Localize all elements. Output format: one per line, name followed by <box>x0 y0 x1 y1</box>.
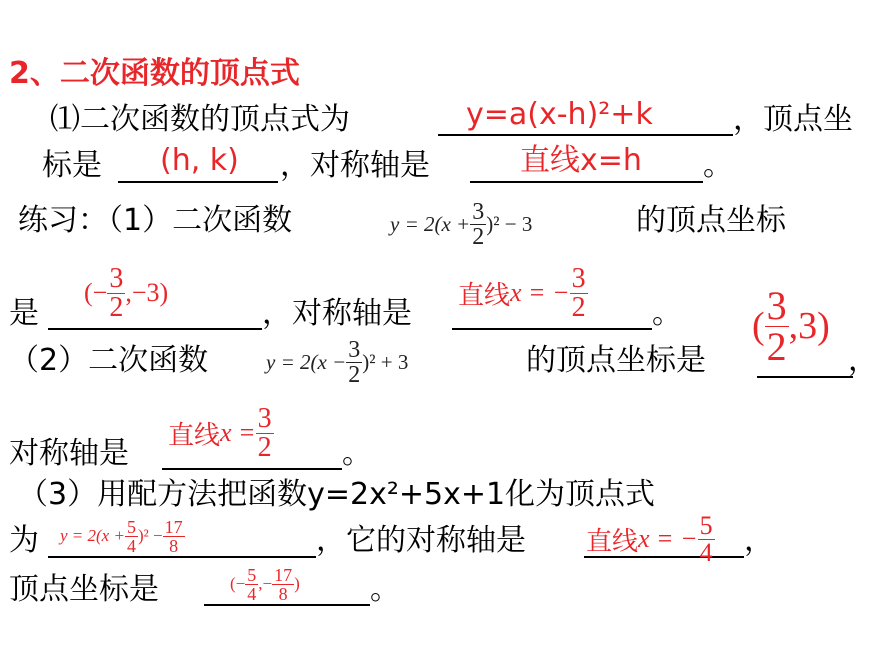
q2-answer-axis <box>168 394 274 472</box>
practice-line2-prefix: 是 <box>9 296 39 331</box>
item1-blank-form <box>438 134 733 136</box>
q3-axis-var: x = − <box>638 524 698 553</box>
q2-eq-fraction <box>346 338 362 387</box>
q3-form-den2: 8 <box>169 535 179 556</box>
q2-suffix: 的顶点坐标是 <box>526 343 706 378</box>
q3-form-lead: y = 2(x + <box>60 526 125 545</box>
q2-comma: ， <box>848 343 878 378</box>
q2-eq-lead: y = 2(x − <box>266 349 347 374</box>
practice-answer-vertex <box>84 254 168 332</box>
q3-vertex-close: ) <box>294 574 300 593</box>
q3-vertex-den2: 8 <box>278 583 288 604</box>
q3-line3-prefix: 顶点坐标是 <box>9 572 159 607</box>
q3-vertex-open: (− <box>230 574 246 593</box>
q3-line1: （3）用配方法把函数y=2x²+5x+1化为顶点式 <box>18 477 656 512</box>
q3-axis-den: 4 <box>699 537 713 567</box>
item1-answer-axis: 直线x=h <box>520 143 642 178</box>
q3-form-num2: 17 <box>164 516 183 537</box>
q3-axis-fraction <box>698 510 715 567</box>
practice-eq-den: 2 <box>472 223 485 250</box>
practice-vertex-num: 3 <box>109 262 124 294</box>
q2-line2-end: 。 <box>342 436 372 471</box>
practice-axis-num: 3 <box>571 262 586 294</box>
q3-line2-mid: ，它的对称轴是 <box>316 523 526 558</box>
item1-answer-vertex: (h, k) <box>160 143 239 178</box>
practice-vertex-close: ,−3) <box>125 278 169 307</box>
q3-answer-form <box>60 508 185 564</box>
q3-form-fraction2 <box>163 518 185 555</box>
q3-line3-end: 。 <box>370 572 400 607</box>
q2-axis-fraction <box>256 402 274 463</box>
practice-equation <box>390 194 532 254</box>
practice-eq-tail: )² − 3 <box>486 211 533 236</box>
q2-axis-num: 3 <box>257 402 272 434</box>
q2-axis-lead: 直线 <box>168 420 221 450</box>
q3-answer-axis <box>586 504 715 574</box>
q2-eq-den: 2 <box>348 361 361 388</box>
practice-eq-lead: y = 2(x + <box>390 211 471 236</box>
q3-vertex-sep: ,− <box>258 574 273 593</box>
q3-vertex-fraction2 <box>272 566 294 603</box>
item1-answer-form: y=a(x-h)²+k <box>466 97 653 132</box>
q2-axis-var: x = <box>220 418 256 447</box>
q2-eq-tail: )² + 3 <box>362 349 409 374</box>
q2-blank-vertex <box>757 376 853 378</box>
item1-mid: ，顶点坐 <box>733 102 853 137</box>
q2-equation <box>266 328 408 396</box>
practice-axis-var: x = − <box>510 278 570 307</box>
practice-axis-den: 2 <box>571 291 586 323</box>
practice-vertex-fraction <box>107 262 125 323</box>
q2-answer-vertex <box>752 276 830 376</box>
item1-blank-vertex <box>118 181 278 183</box>
q3-form-fraction1 <box>125 518 138 555</box>
q3-line2-prefix: 为 <box>9 523 39 558</box>
practice-line2-end: 。 <box>652 296 682 331</box>
q2-vertex-open: ( <box>752 305 765 347</box>
practice-suffix: 的顶点坐标 <box>636 203 786 238</box>
practice-eq-num: 3 <box>472 198 485 225</box>
q2-vertex-num: 3 <box>766 282 787 328</box>
item1-line2-end: 。 <box>703 148 733 183</box>
practice-eq-fraction <box>470 200 486 249</box>
section-heading: 2、二次函数的顶点式 <box>9 56 300 91</box>
practice-answer-axis <box>458 254 588 332</box>
q3-line2-end: ， <box>744 523 774 558</box>
item1-line2-mid: ，对称轴是 <box>280 148 430 183</box>
practice-line2-mid: ，对称轴是 <box>262 296 412 331</box>
q3-form-den1: 4 <box>126 535 136 556</box>
q2-line2-prefix: 对称轴是 <box>9 436 129 471</box>
q2-eq-num: 3 <box>348 336 361 363</box>
q2-vertex-close: ,3) <box>788 305 830 347</box>
practice-axis-lead: 直线 <box>458 280 511 310</box>
practice-vertex-den: 2 <box>109 291 124 323</box>
q2-vertex-den: 2 <box>766 323 787 369</box>
q2-vertex-fraction <box>765 282 789 369</box>
q3-vertex-fraction1 <box>245 566 258 603</box>
q3-answer-vertex <box>230 556 300 612</box>
practice-label: 练习：（1）二次函数 <box>18 203 293 238</box>
q3-vertex-den1: 4 <box>247 583 257 604</box>
q2-label: （2）二次函数 <box>9 343 209 378</box>
q3-axis-lead: 直线 <box>586 526 639 556</box>
q2-axis-den: 2 <box>257 431 272 463</box>
item1-line2-prefix: 标是 <box>42 148 102 183</box>
item1-prefix: ⑴二次函数的顶点式为 <box>50 102 350 137</box>
q3-vertex-num1: 5 <box>247 564 257 585</box>
practice-vertex-open: (− <box>84 278 108 307</box>
practice-axis-fraction <box>570 262 588 323</box>
q3-form-num1: 5 <box>126 516 136 537</box>
q3-form-mid: )² − <box>137 526 163 545</box>
q3-axis-num: 5 <box>699 510 713 540</box>
item1-blank-axis <box>470 181 703 183</box>
q3-vertex-num2: 17 <box>274 564 293 585</box>
